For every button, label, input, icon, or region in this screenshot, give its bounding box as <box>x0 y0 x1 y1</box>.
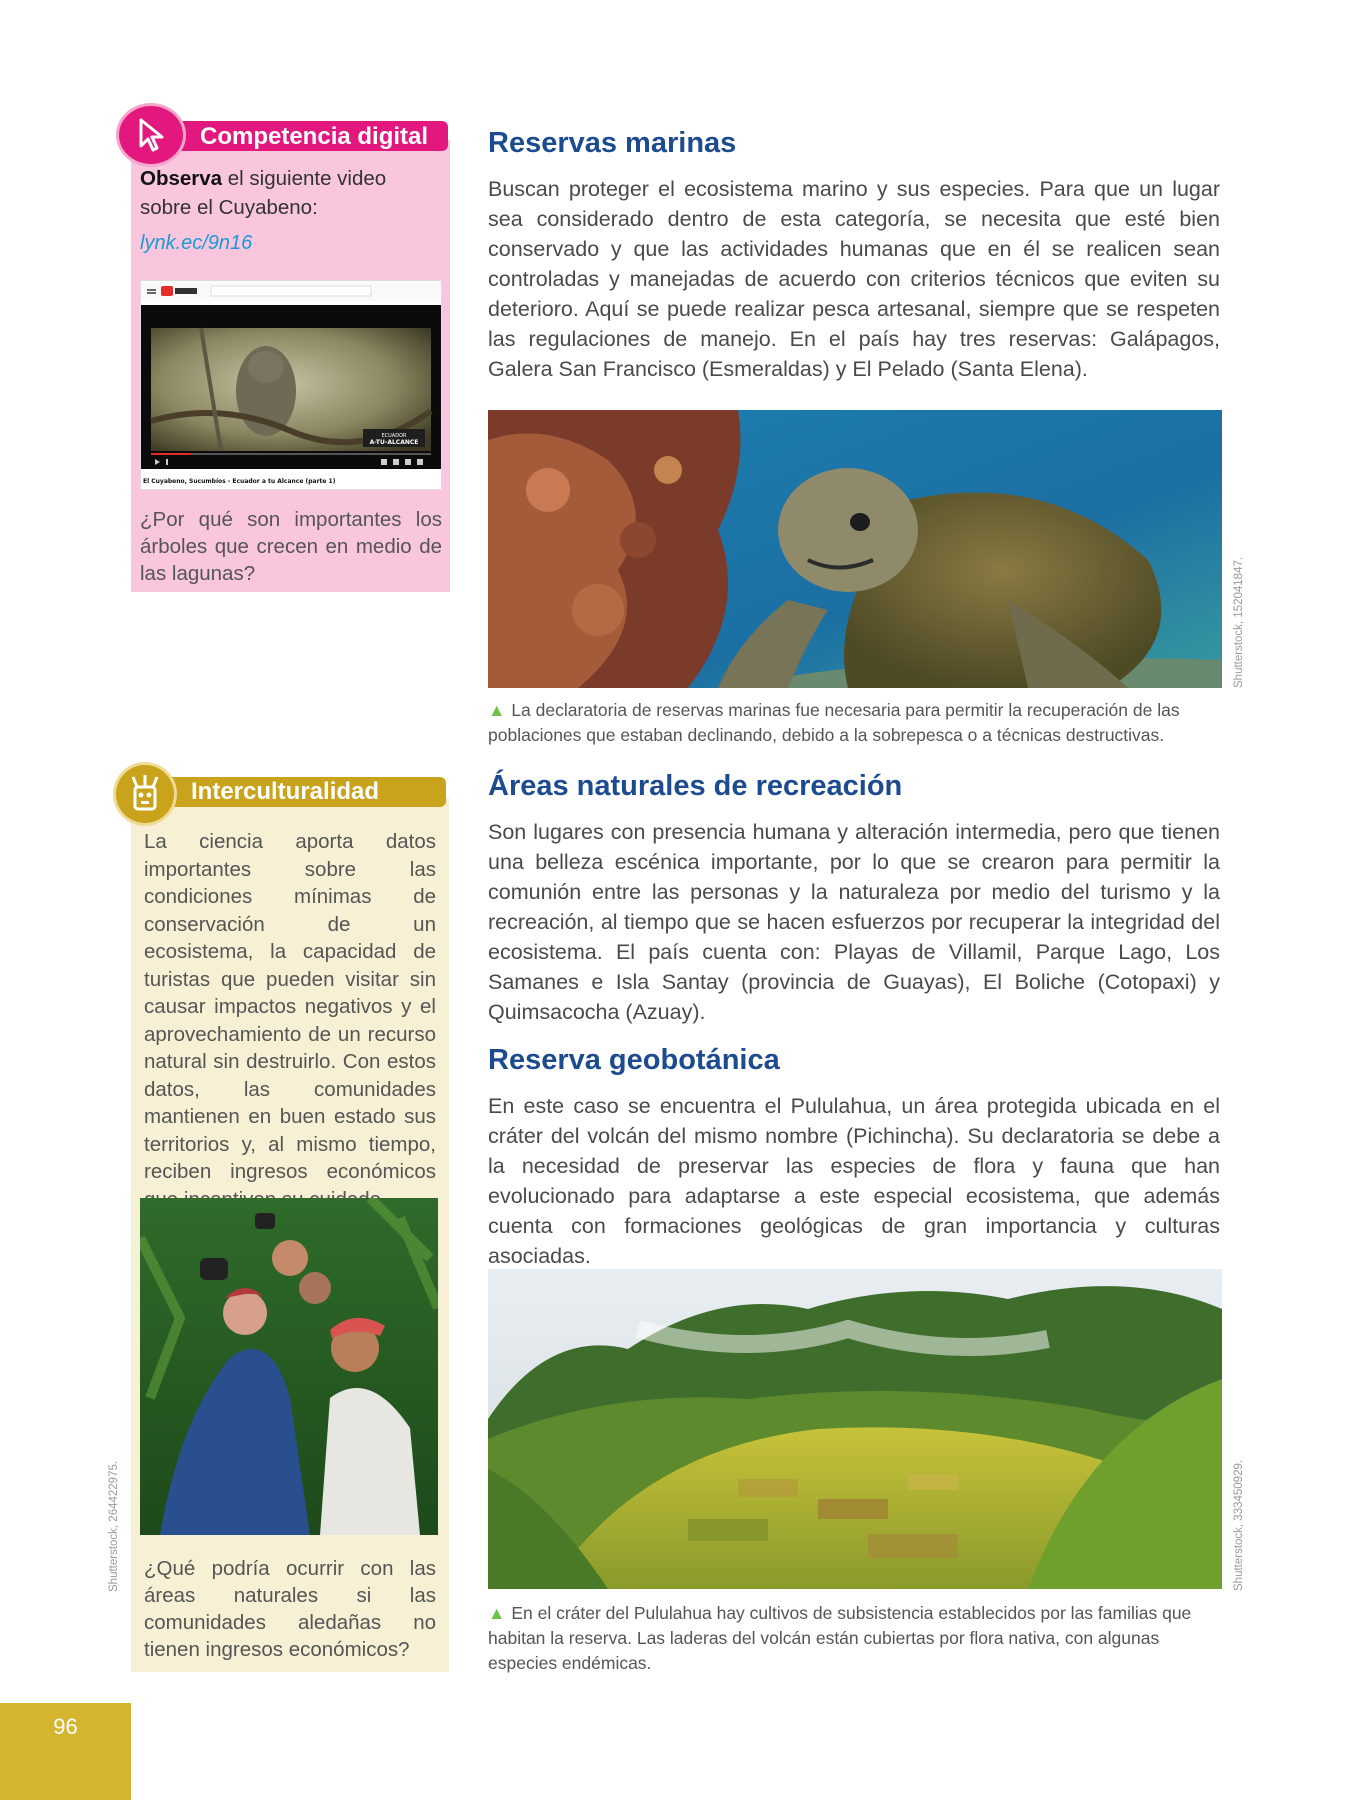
triangle-bullet-icon: ▲ <box>488 700 506 720</box>
body-areas-recreacion: Son lugares con presencia humana y alteración intermedia, pero que tienen una belleza escénica importante, por lo que se crearon para permitir la comunión entre las personas y la naturaleza por medio del turismo y la recreación, al tiempo que se hacen esfuerzos por recuperar la integridad del ecosistema. El país cuenta con: Playas de Villamil, Parque Lago, Los Samanes e Isla Santay (provincia de Guayas), El Boliche (Cotopaxi) y Quimsacocha (Azuay). <box>488 820 1220 1024</box>
photo-credit-turtle: Shutterstock, 152041847. <box>1233 556 1245 688</box>
interculturalidad-badge <box>116 765 174 823</box>
birdwatchers-photo <box>140 1198 438 1535</box>
interculturalidad-title: Interculturalidad <box>191 778 380 805</box>
page-number: 96 <box>53 1714 78 1739</box>
caption-pululahua-text: En el cráter del Pululahua hay cultivos de subsistencia establecidos por las familias que habitan la reserva. Las laderas del volcán están cubiertas por flora nativa, con algunas especies endémicas. <box>488 1603 1192 1673</box>
interculturalidad-question: ¿Qué podría ocurrir con las áreas naturales si las comunidades aledañas no tienen ingresos económicos? <box>144 1557 436 1661</box>
triangle-bullet-icon: ▲ <box>488 1603 506 1623</box>
cursor-icon <box>119 106 183 164</box>
competencia-digital-title: Competencia digital <box>200 123 429 150</box>
body-reservas-marinas: Buscan proteger el ecosistema marino y sus especies. Para que un lugar sea considerado dentro de esta categoría, se necesita que esté bien conservado y que las actividades humanas que en él se realicen sean controladas y manejadas de acuerdo con criterios técnicos que eviten su deterioro. Aquí se puede realizar pesca artesanal, siempre que se respeten las regulaciones de manejo. En el país hay tres reservas: Galápagos, Galera San Francisco (Esmeraldas) y El Pelado (Santa Elena). <box>488 177 1220 381</box>
intro-rest: el siguiente video sobre el Cuyabeno: <box>140 167 387 219</box>
competencia-digital-intro <box>140 164 442 222</box>
body-reserva-geobotanica: En este caso se encuentra el Pululahua, un área protegida ubicada en el cráter del volcán del mismo nombre (Pichincha). Su declaratoria se debe a la necesidad de preservar las especies de flora y fauna que han evolucionado para adaptarse a este especial ecosistema, que además cuenta con formaciones geológicas de gran importancia y culturas asociadas. <box>488 1094 1220 1268</box>
sea-turtle-photo <box>488 410 1222 688</box>
people-icon <box>116 765 174 823</box>
competencia-digital-question: ¿Por qué son importantes los árboles que crecen en medio de las lagunas? <box>140 508 442 585</box>
heading-areas-recreacion: Áreas naturales de recreación <box>488 770 903 802</box>
video-screenshot[interactable] <box>140 280 442 490</box>
caption-turtle <box>488 698 1228 748</box>
youtube-logo-icon <box>161 286 173 296</box>
intro-bold: Observa <box>140 167 223 190</box>
video-caption: El Cuyabeno, Sucumbíos - Ecuador a tu Alcance (parte 1) <box>143 478 336 485</box>
interculturalidad-text: La ciencia aporta datos importantes sobre las condiciones mínimas de conservación de un ecosistema, la capacidad de turistas que pueden visitar sin causar impactos negativos y el aprovechamiento de un recurso natural sin destruirlo. Con estos datos, las comunidades mantienen en buen estado sus territorios y, al mismo tiempo, reciben ingresos económicos <box>144 830 436 1183</box>
caption-pululahua <box>488 1601 1228 1676</box>
cursor-badge <box>119 106 183 164</box>
heading-reserva-geobotanica: Reserva geobotánica <box>488 1044 780 1076</box>
video-link[interactable]: lynk.ec/9n16 <box>140 232 253 254</box>
video-overlay-line1: ECUADOR <box>381 433 407 439</box>
photo-credit-birdwatchers: Shutterstock, 264422975. <box>108 1460 120 1592</box>
heading-reservas-marinas: Reservas marinas <box>488 127 737 159</box>
pululahua-crater-photo <box>488 1269 1222 1589</box>
photo-credit-pululahua: Shutterstock, 333450929. <box>1233 1459 1245 1591</box>
video-overlay-line2: A-TU-ALCANCE <box>369 439 419 446</box>
caption-turtle-text: La declaratoria de reservas marinas fue necesaria para permitir la recuperación de las poblaciones que estaban declinando, debido a la sobrepesca o a técnicas destructivas. <box>488 700 1180 745</box>
